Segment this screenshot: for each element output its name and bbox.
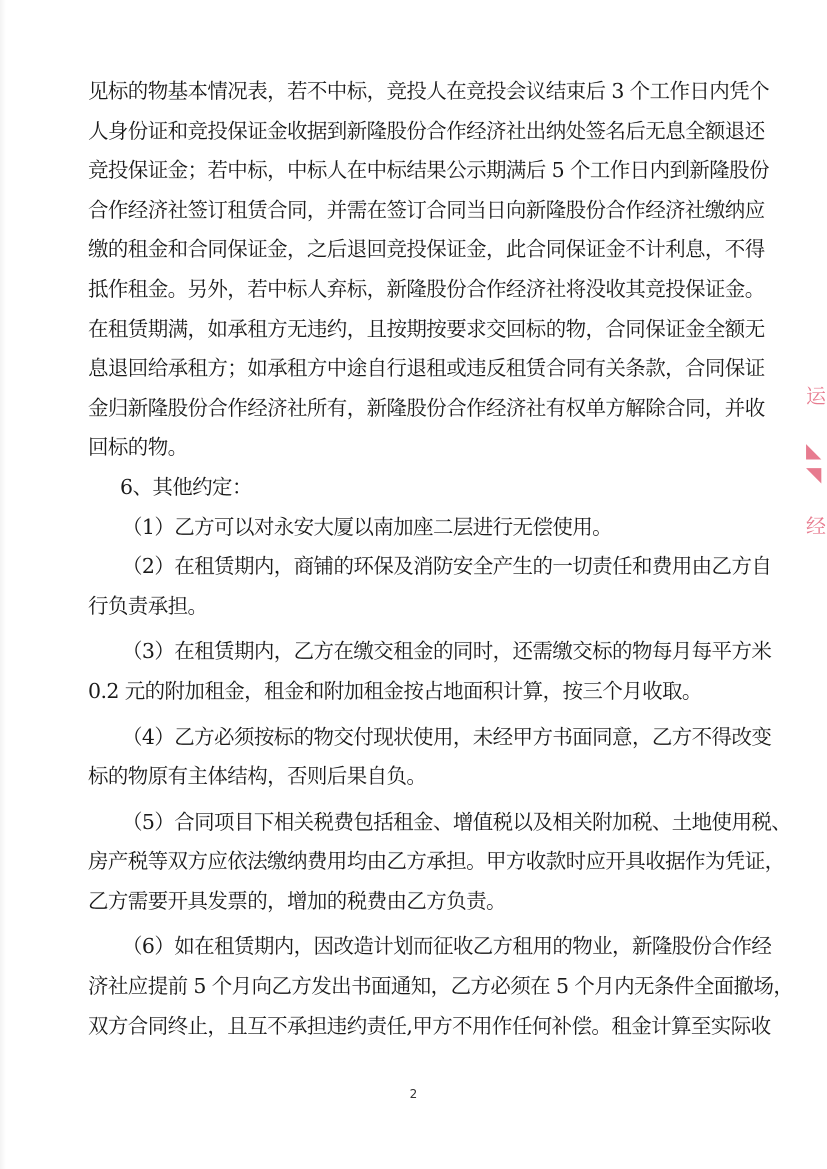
clause-5 <box>88 803 792 922</box>
text-line: 行负责承担。 <box>88 593 208 618</box>
section-heading: 6、其他约定： <box>120 474 252 499</box>
text-line: （4）乙方必须按标的物交付现状使用，未经甲方书面同意，乙方不得改变 <box>122 724 772 749</box>
document-body <box>88 72 794 1046</box>
text-line: 息退回给承租方；如承租方中途自行退租或违反租赁合同有关条款，合同保证 <box>88 356 765 381</box>
text-line: 竞投保证金；若中标，中标人在中标结果公示期满后 5 个工作日内到新隆股份 <box>88 158 769 183</box>
scan-edge <box>0 0 6 1169</box>
text-line: 济社应提前 5 个月向乙方发出书面通知，乙方必须在 5 个月内无条件全面撤场， <box>88 974 794 999</box>
stamp-glyph: ◣ <box>806 438 822 462</box>
text-line: （2）在租赁期内，商铺的环保及消防安全产生的一切责任和费用由乙方自 <box>122 554 772 579</box>
text-line: 合作经济社签订租赁合同，并需在签订合同当日向新隆股份合作经济社缴纳应 <box>88 197 765 222</box>
text-line: 金归新隆股份合作经济社所有，新隆股份合作经济社有权单方解除合同，并收 <box>88 395 765 420</box>
text-line: 人身份证和竞投保证金收据到新隆股份合作经济社出纳处签名后无息全额退还 <box>88 118 765 143</box>
text-line: 双方合同终止，且互不承担违约责任,甲方不用作任何补偿。租金计算至实际收 <box>88 1013 771 1038</box>
page-number: 2 <box>409 1087 418 1101</box>
text-line: （1）乙方可以对永安大厦以南加座二层进行无偿使用。 <box>122 514 613 539</box>
stamp-glyph: 运 <box>806 384 826 408</box>
stamp-glyph: 经 <box>806 514 826 538</box>
text-line: 见标的物基本情况表，若不中标，竞投人在竞投会议结束后 3 个工作日内凭个 <box>88 79 769 103</box>
text-line: 0.2 元的附加租金，租金和附加租金按占地面积计算，按三个月收取。 <box>88 678 702 703</box>
text-line: 缴的租金和合同保证金，之后退回竞投保证金，此合同保证金不计利息，不得 <box>88 237 765 262</box>
clause-3 <box>88 632 776 711</box>
text-line: 标的物原有主体结构，否则后果自负。 <box>88 764 427 789</box>
red-seal-stamp-fragment <box>800 370 827 560</box>
text-line: （3）在租赁期内，乙方在缴交租金的同时，还需缴交标的物每月每平方米 <box>122 639 772 664</box>
paragraph-bid-deposit <box>88 72 776 468</box>
clause-6 <box>88 927 794 1046</box>
text-line: 乙方需要开具发票的，增加的税费由乙方负责。 <box>88 888 506 913</box>
text-line: （5）合同项目下相关税费包括租金、增值税以及相关附加税、土地使用税、 <box>122 809 792 834</box>
text-line: （6）如在租赁期内，因改造计划而征收乙方租用的物业，新隆股份合作经 <box>122 934 772 959</box>
text-line: 抵作租金。另外，若中标人弃标，新隆股份合作经济社将没收其竞投保证金。 <box>88 276 765 301</box>
text-line: 回标的物。 <box>88 435 188 460</box>
clause-4 <box>88 718 776 797</box>
clause-2 <box>88 547 776 626</box>
text-line: 房产税等双方应依法缴纳费用均由乙方承担。甲方收款时应开具收据作为凭证， <box>88 849 785 874</box>
text-line: 在租赁期满，如承租方无违约，且按期按要求交回标的物，合同保证金全额无 <box>88 316 765 341</box>
stamp-glyph: ◥ <box>806 462 822 486</box>
clause-1 <box>88 508 776 548</box>
